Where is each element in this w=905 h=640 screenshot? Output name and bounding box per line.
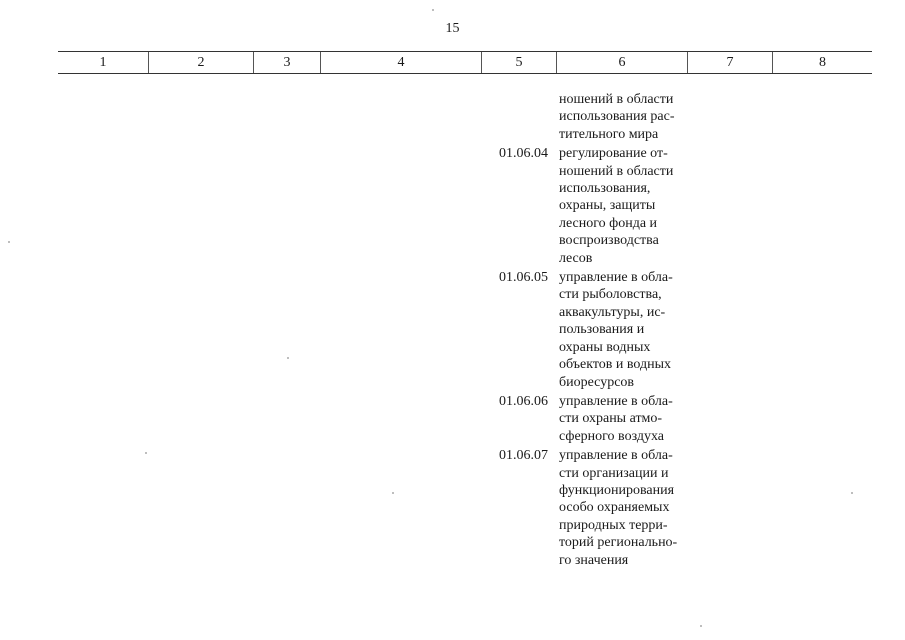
row-code bbox=[0, 91, 559, 143]
row-description bbox=[559, 91, 699, 143]
description-line: биоресурсов bbox=[559, 374, 635, 390]
table-header bbox=[58, 51, 872, 74]
table-row bbox=[0, 91, 905, 143]
table-body bbox=[0, 91, 905, 571]
description-line: охраны, защиты bbox=[559, 198, 656, 214]
column-header-5: 5 bbox=[482, 52, 557, 73]
scan-speck bbox=[145, 452, 147, 454]
row-description bbox=[559, 447, 699, 569]
scan-speck bbox=[392, 492, 394, 494]
column-header-4: 4 bbox=[321, 52, 482, 73]
description-line: лесного фонда и bbox=[559, 215, 658, 231]
column-header-6: 6 bbox=[557, 52, 688, 73]
row-code: 01.06.06 bbox=[499, 393, 548, 409]
column-header-7: 7 bbox=[688, 52, 773, 73]
description-line: использования, bbox=[559, 181, 651, 197]
description-line: управление в обла- bbox=[559, 448, 673, 464]
table-row bbox=[0, 145, 905, 267]
row-code: 01.06.04 bbox=[499, 146, 548, 162]
scan-speck bbox=[287, 357, 289, 359]
scan-speck bbox=[700, 625, 702, 627]
description-line: природных терри- bbox=[559, 517, 668, 533]
description-line: сти рыболовства, bbox=[559, 287, 662, 303]
description-line: использования рас- bbox=[559, 109, 675, 125]
description-line: управление в обла- bbox=[559, 393, 673, 409]
table-row bbox=[0, 447, 905, 569]
description-line: тительного мира bbox=[559, 126, 659, 142]
description-line: сти охраны атмо- bbox=[559, 411, 663, 427]
description-line: охраны водных bbox=[559, 339, 651, 355]
description-line: торий регионально- bbox=[559, 535, 678, 551]
description-line: особо охраняемых bbox=[559, 500, 670, 516]
scan-speck bbox=[8, 241, 10, 243]
column-header-8: 8 bbox=[819, 55, 826, 70]
row-code: 01.06.05 bbox=[499, 270, 548, 286]
description-line: аквакультуры, ис- bbox=[559, 304, 666, 320]
description-line: сферного воздуха bbox=[559, 428, 664, 444]
description-line: объектов и водных bbox=[559, 357, 672, 373]
table-row bbox=[0, 393, 905, 445]
row-description bbox=[559, 269, 699, 391]
description-line: функционирования bbox=[559, 482, 675, 498]
description-line: управление в обла- bbox=[559, 270, 673, 286]
description-line: регулирование от- bbox=[559, 146, 668, 162]
description-line: ношений в области bbox=[559, 92, 674, 107]
description-line: пользования и bbox=[559, 322, 645, 338]
column-header-1: 1 bbox=[58, 52, 149, 73]
row-code: 01.06.07 bbox=[499, 448, 548, 464]
column-header-3: 3 bbox=[254, 52, 321, 73]
description-line: ношений в области bbox=[559, 163, 674, 179]
description-line: воспроизводства bbox=[559, 233, 659, 249]
scan-speck bbox=[432, 9, 434, 11]
description-line: го значения bbox=[559, 552, 629, 568]
table-row bbox=[0, 269, 905, 391]
description-line: сти организации и bbox=[559, 465, 669, 481]
row-description bbox=[559, 145, 699, 267]
scan-speck bbox=[851, 492, 853, 494]
description-line: лесов bbox=[559, 250, 593, 266]
row-description bbox=[559, 393, 699, 445]
page-number: 15 bbox=[445, 21, 460, 36]
column-header-2: 2 bbox=[149, 52, 254, 73]
